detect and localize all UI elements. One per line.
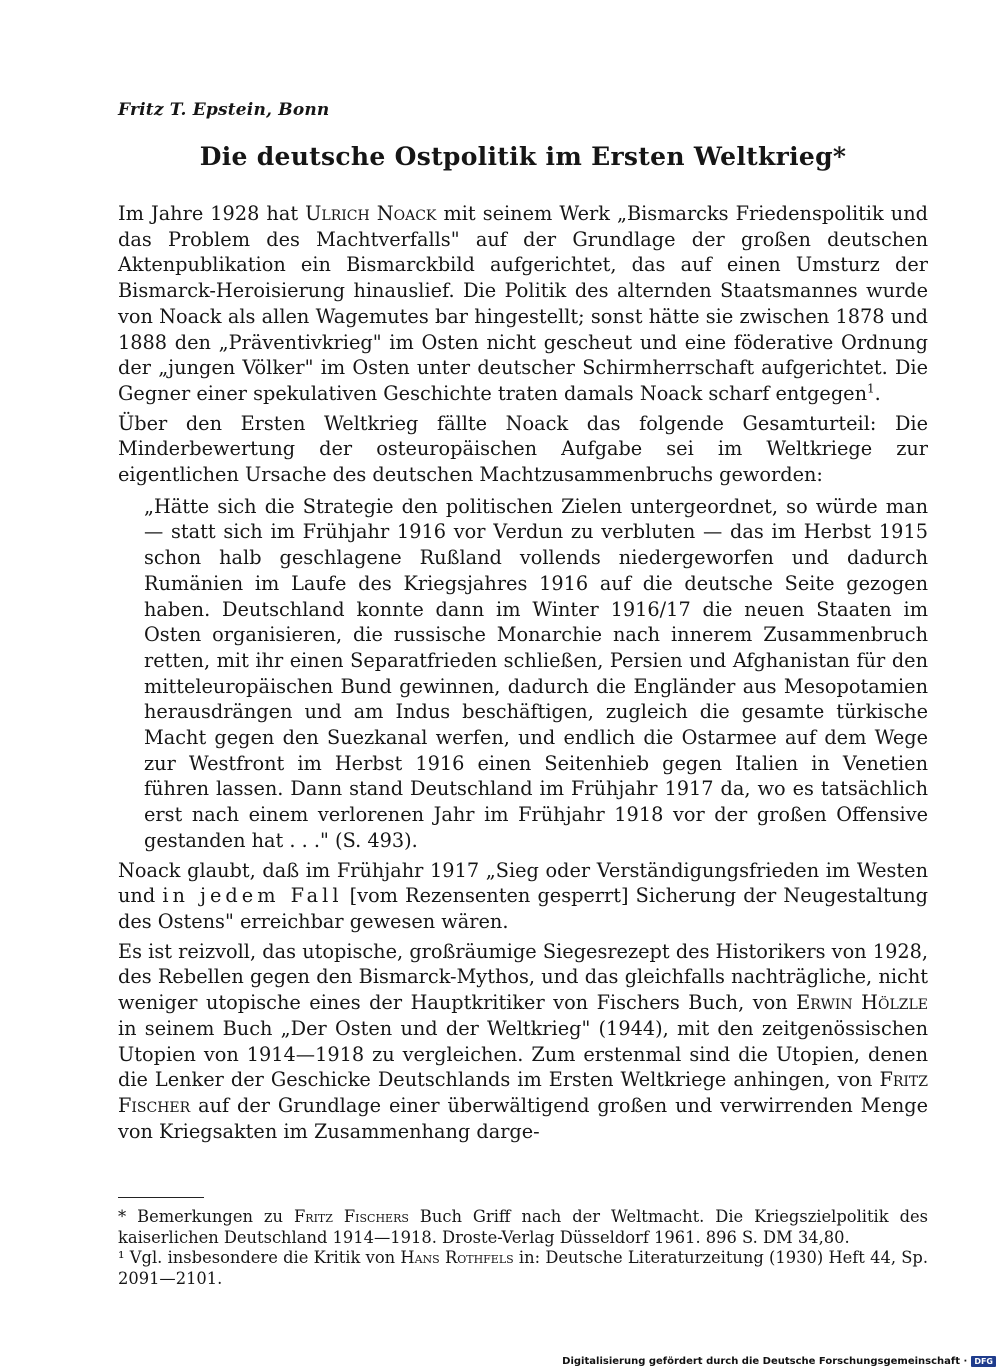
article-body xyxy=(118,201,928,1148)
footnotes xyxy=(118,1207,928,1289)
paragraph-3: Noack glaubt, daß im Frühjahr 1917 „Sieg oder Verständigungsfrieden im Westen und in jedem Fall [vom Rezensenten gesperrt] Sicherung der Neugestaltung des Ostens" erreichbar gewesen wären. xyxy=(118,858,929,933)
article-title: Die deutsche Ostpolitik im Ersten Weltkrieg* xyxy=(199,142,847,171)
author-name: Fritz Fischer xyxy=(118,1068,928,1117)
footnote-1: ¹ Vgl. insbesondere die Kritik von Hans Rothfels in: Deutsche Literaturzeitung (1930) Heft 44, Sp. 2091—2101. xyxy=(118,1248,929,1288)
digitization-credit xyxy=(562,1356,996,1367)
author-name: Hans Rothfels xyxy=(400,1248,514,1267)
author-name: Erwin Hölzle xyxy=(796,991,928,1015)
footnote-star: * Bemerkungen zu Fritz Fischers Buch Griff nach der Weltmacht. Die Kriegszielpolitik des kaiserlichen Deutschland 1914—1918. Droste-Verlag Düsseldorf 1961. 896 S. DM 34,80. xyxy=(118,1207,928,1247)
dfg-logo: DFG xyxy=(971,1356,996,1367)
credit-text: Digitalisierung gefördert durch die Deutsche Forschungsgemeinschaft · xyxy=(562,1356,968,1367)
footnote-divider xyxy=(118,1197,204,1198)
author-line: Fritz T. Epstein, Bonn xyxy=(118,100,330,120)
emphasized-phrase: in jedem Fall xyxy=(162,884,343,908)
paragraph-1: Im Jahre 1928 hat Ulrich Noack mit seinem Werk „Bismarcks Friedenspolitik und das Problem des Machtverfalls" auf der Grundlage der großen deutschen Aktenpublikation ein Bismarckbild aufgerichtet, das auf einen Umsturz der Bismarck-Heroisierung hinauslief. Die Politik des alternden Staatsmannes wurde von Noack als allen Wagemutes bar hingestellt; sonst hätte sie zwischen 1878 und 1888 den „Präventivkrieg" im Osten nicht gescheut und eine föderative Ordnung der „jungen Völker" im Osten unter deutscher Schirmherrschaft aufgerichtet. Die Gegner einer spekulativen Geschichte traten damals Noack scharf entgegen$^1$. xyxy=(118,202,928,405)
block-quote: „Hätte sich die Strategie den politischen Zielen untergeordnet, so würde man — statt sich im Frühjahr 1916 vor Verdun zu verbluten — das im Herbst 1915 schon halb geschlagene Rußland vollends niedergeworfen und dadurch Rumänien im Laufe des Kriegsjahres 1916 auf die deutsche Seite gezogen haben. Deutschland konnte dann im Winter 1916/17 die neuen Staaten im Osten organisieren, die russische Monarchie nach innerem Zusammenbruch retten, mit ihr einen Separatfrieden schließen, Persien und Afghanistan für den mitteleuropäischen Bund gewinnen, dadurch die Engländer aus Mesopotamien herausdrängen und am Indus beschäftigen, zugleich die gesamte türkische Macht gegen den Suezkanal werfen, und endlich die Ostarmee auf dem Wege zur Westfront im Herbst 1916 einen Seitenhieb gegen Italien in Venetien führen lassen. Dann stand Deutschland im Frühjahr 1917 da, wo es tatsächlich erst nach einem verlorenen Jahr im Frühjahr 1918 vor der großen Offensive gestanden hat . . ." (S. 493). xyxy=(144,494,928,852)
author-name: Ulrich Noack xyxy=(305,202,437,225)
paragraph-4: Es ist reizvoll, das utopische, großräumige Siegesrezept des Historikers von 1928, des Rebellen gegen den Bismarck-Mythos, und das gleichfalls nachträgliche, nicht weniger utopische eines der Hauptkritiker von Fischers Buch, von Erwin Hölzle in seinem Buch „Der Osten und der Weltkrieg" (1944), mit den zeitgenössischen Utopien von 1914—1918 zu vergleichen. Zum erstenmal sind die Utopien, denen die Lenker der Geschicke Deutschlands im Ersten Weltkriege anhingen, von Fritz Fischer auf der Grundlage einer überwältigend großen und verwirrenden Menge von Kriegsakten im Zusammenhang darge- xyxy=(118,939,928,1143)
paragraph-2: Über den Ersten Weltkrieg fällte Noack das folgende Gesamturteil: Die Minderbewertung der osteuropäischen Aufgabe sei im Weltkriege zur eigentlichen Ursache des deutschen Machtzusammenbruchs geworden: xyxy=(118,411,928,487)
footnote-ref-1: 1 xyxy=(867,381,875,396)
author-name: Fritz Fischers xyxy=(293,1207,409,1226)
